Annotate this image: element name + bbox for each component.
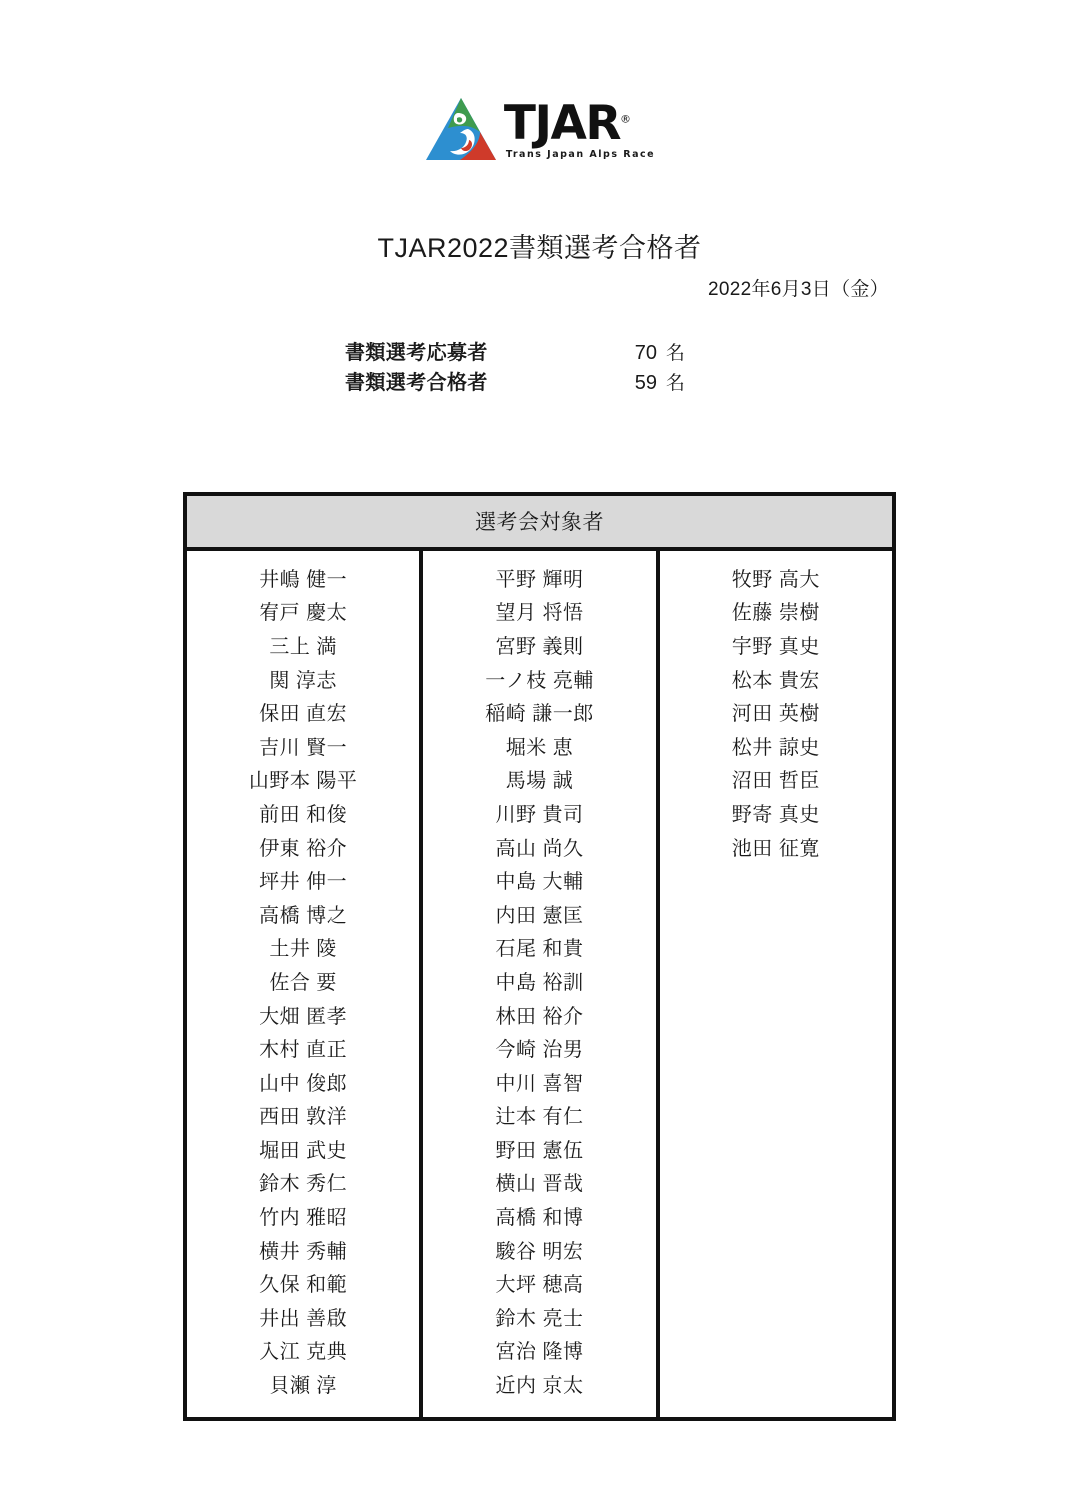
name-cell: 川野 貴司 — [495, 803, 584, 826]
name-cell: 関 淳志 — [269, 669, 337, 692]
name-cell: 高橋 博之 — [259, 904, 348, 927]
name-cell: 貝瀬 淳 — [269, 1375, 337, 1398]
name-cell: 山野本 陽平 — [248, 770, 358, 793]
name-cell: 宮野 義則 — [495, 635, 584, 658]
name-cell: 池田 征寛 — [731, 837, 820, 860]
name-column-2 — [419, 551, 655, 1417]
tjar-mountain-logo-icon — [424, 96, 498, 162]
name-cell: 近内 京太 — [495, 1375, 584, 1398]
name-cell: 高橋 和博 — [495, 1207, 584, 1230]
name-cell: 稲崎 謙一郎 — [485, 703, 594, 726]
selection-candidates-table — [183, 492, 896, 1421]
name-cell: 前田 和俊 — [259, 803, 348, 826]
name-cell: 佐藤 崇樹 — [731, 602, 820, 625]
name-cell: 井出 善啟 — [259, 1307, 348, 1330]
name-cell: 西田 敦洋 — [259, 1106, 348, 1129]
name-cell: 平野 輝明 — [495, 568, 584, 591]
name-cell: 駿谷 明宏 — [495, 1240, 584, 1263]
name-cell: 木村 直正 — [259, 1039, 348, 1062]
stat-value-passed: 59 — [634, 372, 657, 394]
name-cell: 内田 憲匡 — [495, 904, 584, 927]
name-cell: 宥戸 慶太 — [259, 602, 348, 625]
stat-row-passed — [345, 366, 745, 396]
name-cell: 横山 晋哉 — [495, 1173, 584, 1196]
name-cell: 横井 秀輔 — [259, 1240, 348, 1263]
name-cell: 中川 喜智 — [495, 1072, 584, 1095]
logo-tagline: Trans Japan Alps Race — [505, 149, 656, 160]
logo-tjar-letters: TJAR — [503, 96, 621, 152]
name-cell: 鈴木 秀仁 — [259, 1173, 348, 1196]
name-cell: 野田 憲伍 — [495, 1139, 584, 1162]
name-cell: 保田 直宏 — [259, 703, 348, 726]
name-cell: 沼田 哲臣 — [731, 770, 820, 793]
tjar-logo — [0, 96, 1079, 162]
name-cell: 松本 貴宏 — [731, 669, 820, 692]
name-cell: 河田 英樹 — [731, 703, 820, 726]
name-cell: 馬場 誠 — [505, 770, 574, 793]
name-cell: 大坪 穂高 — [495, 1274, 584, 1297]
name-cell: 井嶋 健一 — [259, 568, 348, 591]
logo-inner — [424, 96, 655, 162]
name-cell: 高山 尚久 — [495, 837, 584, 860]
name-cell: 三上 満 — [269, 635, 337, 658]
name-cell: 堀米 恵 — [505, 736, 574, 759]
document-date: 2022年6月3日（金） — [707, 279, 889, 300]
name-cell: 山中 俊郎 — [259, 1072, 348, 1095]
stat-label-passed: 書類選考合格者 — [345, 372, 488, 394]
stat-row-applicants — [345, 336, 745, 366]
name-cell: 野寄 真史 — [731, 803, 820, 826]
name-cell: 大畑 匿孝 — [259, 1005, 348, 1028]
name-cell: 竹内 雅昭 — [259, 1207, 348, 1230]
stat-unit-applicants: 名 — [666, 343, 686, 364]
logo-wordmark — [503, 96, 656, 162]
name-cell: 望月 将悟 — [495, 602, 584, 625]
logo-tjar-text — [503, 96, 632, 152]
name-cell: 今崎 治男 — [495, 1039, 584, 1062]
name-cell: 石尾 和貴 — [495, 938, 584, 961]
name-cell: 中島 裕訓 — [495, 971, 584, 994]
name-cell: 辻本 有仁 — [495, 1106, 584, 1129]
name-cell: 入江 克典 — [259, 1341, 348, 1364]
table-header: 選考会対象者 — [187, 496, 892, 551]
stat-label-applicants: 書類選考応募者 — [345, 342, 488, 364]
name-cell: 堀田 武史 — [259, 1139, 348, 1162]
stat-value-applicants: 70 — [634, 342, 657, 364]
name-cell: 一ノ枝 亮輔 — [485, 669, 594, 692]
name-cell: 土井 陵 — [269, 938, 337, 961]
name-cell: 坪井 伸一 — [259, 871, 348, 894]
summary-stats — [345, 336, 745, 396]
name-column-3 — [656, 551, 892, 1417]
name-cell: 中島 大輔 — [495, 871, 584, 894]
name-cell: 松井 諒史 — [731, 736, 820, 759]
stat-unit-passed: 名 — [666, 373, 686, 394]
registered-mark-icon: ® — [620, 112, 632, 126]
name-cell: 牧野 高大 — [731, 568, 820, 591]
name-cell: 吉川 賢一 — [259, 736, 348, 759]
name-cell: 林田 裕介 — [495, 1005, 584, 1028]
name-cell: 宮治 隆博 — [495, 1341, 584, 1364]
name-cell: 伊東 裕介 — [259, 837, 348, 860]
table-body — [187, 551, 892, 1417]
page-title: TJAR2022書類選考合格者 — [377, 233, 702, 263]
name-cell: 宇野 真史 — [731, 635, 820, 658]
name-cell: 佐合 要 — [269, 971, 337, 994]
name-cell: 久保 和範 — [259, 1274, 348, 1297]
name-column-1 — [187, 551, 419, 1417]
name-cell: 鈴木 亮士 — [495, 1307, 584, 1330]
